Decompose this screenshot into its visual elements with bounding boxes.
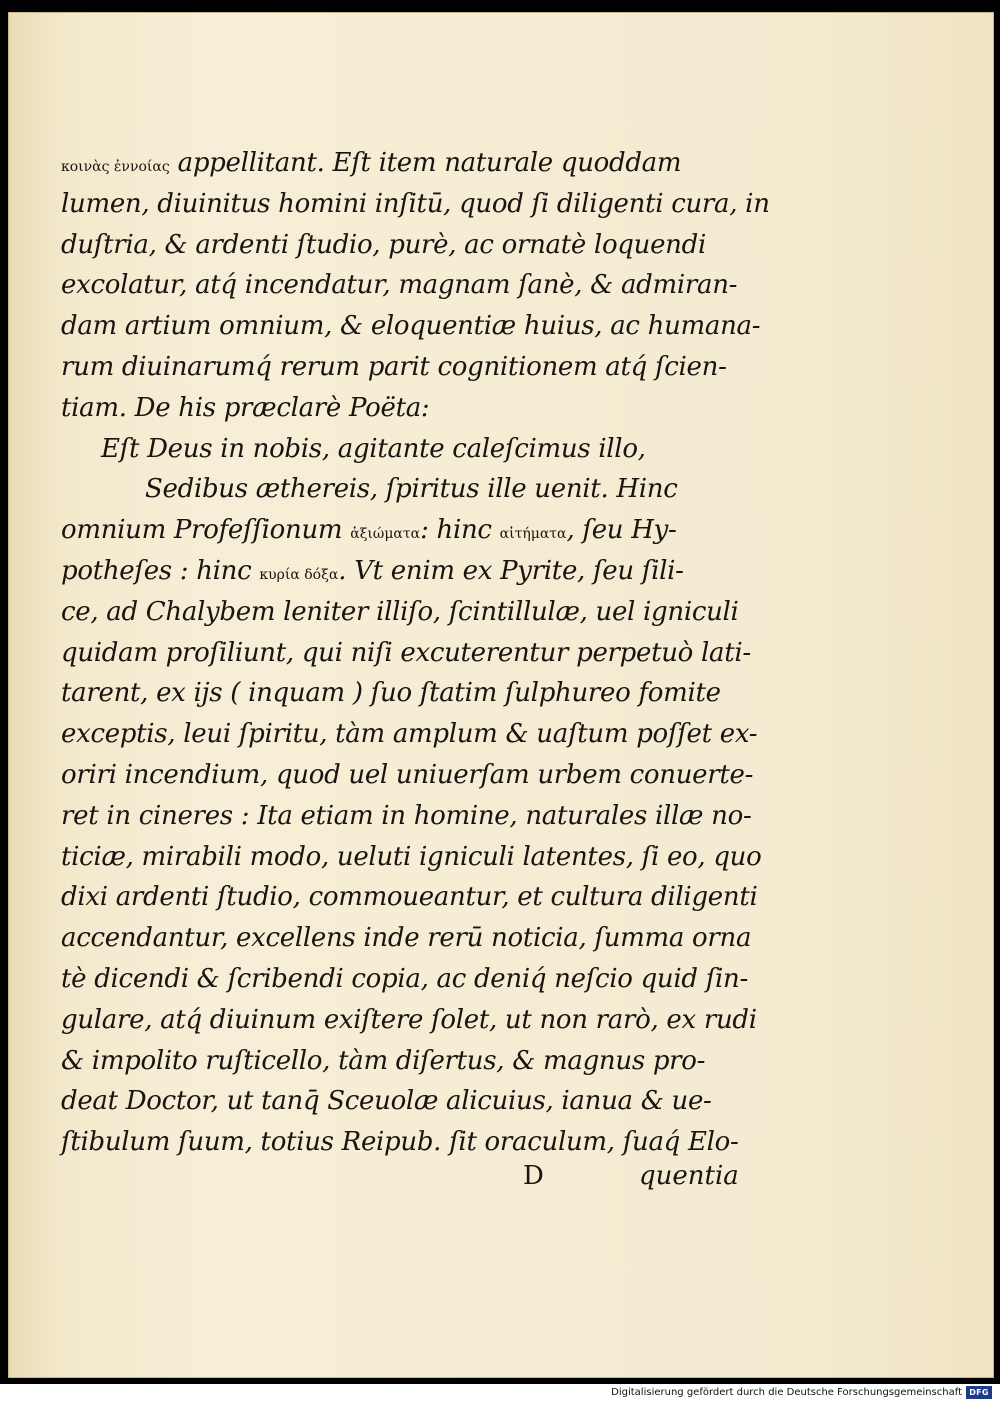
text-line: tè dicendi & ſcribendi copia, ac deniq́ neſcio quid ſin- [61,963,748,994]
text-line: accendantur, excellens inde rerū noticia, ſumma orna [61,923,752,954]
text-line: duſtria, & ardenti ſtudio, purè, ac ornatè loquendi [61,229,706,260]
signature-mark: D [523,1161,544,1191]
text-line: omnium Profeſſionum ἀξιώματα: hinc αἰτήματα, ſeu Hy- [61,515,677,546]
dfg-logo-icon[interactable]: DFG [966,1386,992,1399]
catchword: quentia [639,1161,739,1191]
text-line: tiam. De his præclarè Poëta: [61,392,430,423]
text-line: deat Doctor, ut tanq̄ Sceuolæ alicuius, ianua & ue- [61,1086,712,1117]
text-line: dam artium omnium, & eloquentiæ huius, ac humana- [61,311,761,342]
text-line: potheſes : hinc κυρία δόξα. Vt enim ex Pyrite, ſeu ſili- [61,555,684,586]
text-line: exceptis, leui ſpiritu, tàm amplum & uaſtum poſſet ex- [61,719,758,750]
greek-phrase: αἰτήματα [499,526,567,543]
text-line: lumen, diuinitus homini inſitū, quod ſi diligenti cura, in [61,188,770,219]
book-page [8,12,994,1378]
text-line: rum diuinarumq́ rerum parit cognitionem atq́ ſcien- [61,351,727,382]
text-line: excolatur, atq́ incendatur, magnam ſanè, & admiran- [61,270,738,301]
text-line: & impolito ruſticello, tàm diſertus, & magnus pro- [61,1045,706,1076]
body-text [61,143,770,1163]
text-line: κοινὰς ἐννοίας appellitant. Eſt item naturale quoddam [61,148,682,178]
verse-line: Eſt Deus in nobis, agitante caleſcimus illo, [101,433,646,464]
footer-credit[interactable]: Digitalisierung gefördert durch die Deutsche Forschungsgemeinschaft [611,1387,962,1398]
text-line: dixi ardenti ſtudio, commoueantur, et cultura diligenti [61,882,758,913]
verse-line: Sedibus æthereis, ſpiritus ille uenit. Hinc [145,474,678,505]
greek-phrase: ἀξιώματα [350,526,421,543]
text-line: ſtibulum ſuum, totius Reipub. ſit oraculum, ſuaq́ Elo- [61,1127,739,1158]
greek-phrase: κυρία δόξα [259,566,339,583]
text-line: ce, ad Chalybem leniter illiſo, ſcintillulæ, uel igniculi [61,596,739,627]
text-line: gulare, atq́ diuinum exiſtere ſolet, ut non rarò, ex rudi [61,1004,757,1035]
text-line: ticiæ, mirabili modo, ueluti igniculi latentes, ſi eo, quo [61,841,762,872]
greek-phrase: κοινὰς ἐννοίας [61,159,170,175]
text-line: ret in cineres : Ita etiam in homine, naturales illæ no- [61,800,752,831]
footer-bar [0,1384,1000,1402]
text-line: tarent, ex ijs ( inquam ) ſuo ſtatim ſulphureo fomite [61,678,721,709]
page-foot [61,1161,741,1201]
text-line: oriri incendium, quod uel uniuerſam urbem conuerte- [61,759,754,790]
text-line: quidam proſiliunt, qui niſi excuterentur perpetuò lati- [61,637,751,668]
